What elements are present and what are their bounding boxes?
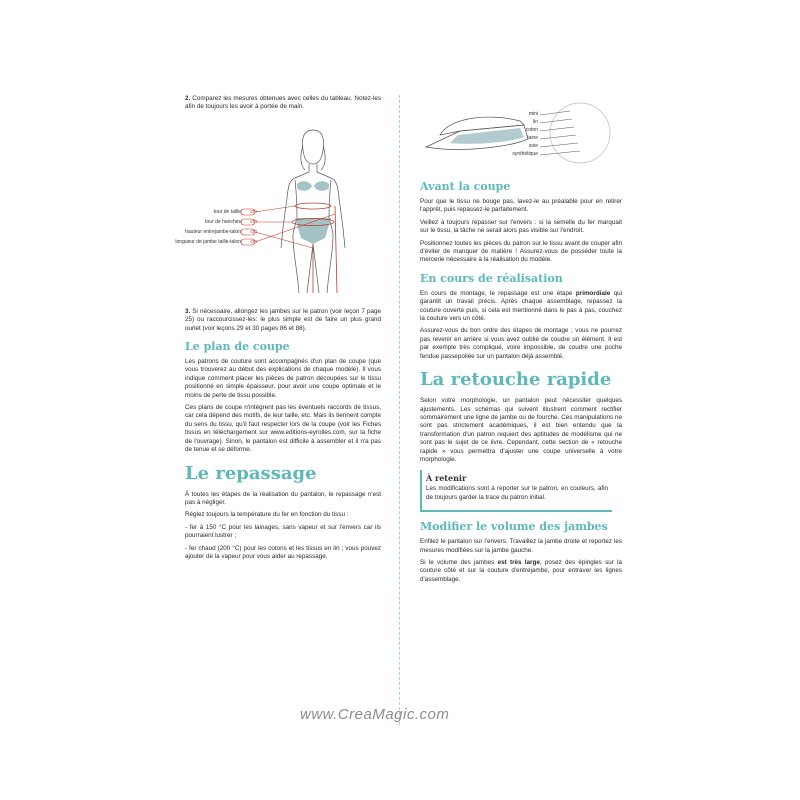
measure-label-hips: tour de hanches [205,218,241,225]
unit-cm-2: cm [250,218,257,225]
heading-la-retouche-rapide: La retouche rapide [420,369,612,391]
measure-label-leg-length: longueur de jambe taille-talon [175,238,241,245]
avant-paragraph-1: Pour que le tissu ne bouge pas, lavez-le au préalable pour en retirer l'apprêt, puis repassez-le parfaitement. [420,198,622,214]
unit-cm-1: cm [250,208,257,215]
cours-text-a: En cours de montage, le repassage est une étape [420,289,576,297]
retouche-paragraph: Selon votre morphologie, un pantalon peut nécessiter quelques ajustements. Les schémas qui suivent illustrent comment rectifier sommairement une ligne de jambe ou de fourche. Ces manipulations ne sont pas strictement académiques, il est bien entendu que la transformation d'un patron requiert des aptitudes de modélisme qui ne sont pas le sujet de ce livre. Cependant, cette section de « retouche rapide » vous permettra d'ajuster une coupe universelle à votre morphologie. [420,397,622,463]
modifier-paragraph-2 [420,559,622,584]
iron-label-laine: laine [527,135,538,141]
modifier-paragraph-1: Enfilez le pantalon sur l'envers. Travaillez la jambe droite et reportez les mesures modifiées sur la jambe gauche. [420,538,622,554]
repassage-paragraph-1: À toutes les étapes de la réalisation du pantalon, le repassage n'est pas à négliger. [185,490,381,506]
iron-label-soie: soie [528,143,538,149]
column-divider [399,95,400,725]
measure-label-waist: tour de taille [213,208,241,215]
cours-text-bold: primordiale [575,289,611,297]
step-3-paragraph [185,308,381,333]
step-2-text: Comparez les mesures obtenues avec celles du tableau. Notez-les afin de toujours les avoir à portée de main. [185,95,382,111]
repassage-paragraph-2: Réglez toujours la température du fer en fonction du tissu : [185,511,349,519]
plan-paragraph-1: Les patrons de couture sont accompagnés d'un plan de coupe (que vous trouverez au début des explications de chaque modèle). Il vous indique comment placer les pièces de patron découpées sur le tissu positionné en simple épaisseur, pour avoir une coupe optimale et le moins de perte de tissu possible. [185,358,381,399]
modifier-text-c: , posez des épingles sur la couture côté et sur la couture d'entrejambe, pour entraver les lignes d'assemblage. [420,558,623,583]
watermark: www.CreaMagic.com [300,706,450,723]
repassage-paragraph-3: - fer à 150 °C pour les lainages, sans vapeur et sur l'envers car ils pourraient lustrer ; [185,523,381,540]
step-2-number: 2. [185,95,191,102]
a-retenir-box [420,470,612,512]
modifier-text-bold: est très large [497,558,540,566]
cours-paragraph-1 [420,290,622,324]
avant-paragraph-3: Positionnez toutes les pièces du patron sur le tissu avant de couper afin d'éviter de manquer de matière ! Assurez-vous de posséder toute la mercerie nécessaire à la réalisation du modèle. [420,239,622,264]
step-3-text: Si nécessaire, allongez les jambes sur le patron (voir leçon 7 page 25) ou raccourcissez-les: le plus simple est de faire un plus grand ourlet (voir leçons 29 et 30 pages 86 et 88). [185,307,381,332]
a-retenir-title: À retenir [426,473,467,484]
body-measurement-figure [175,118,381,298]
avant-paragraph-2: Veillez à toujours repasser sur l'envers : si la semelle du fer marquait sur le tissu, la tâche ne serait alors pas visible sur l'endroit. [420,218,622,235]
iron-label-lin: lin [532,119,538,125]
measure-label-inseam: hauteur entrejambe-talon [185,228,241,235]
book-page [170,95,625,735]
left-column [175,95,382,565]
step-3-number: 3. [185,307,191,315]
heading-en-cours: En cours de réalisation [420,271,563,285]
step-2-paragraph [185,95,381,112]
heading-modifier-volume: Modifier le volume des jambes [420,520,608,534]
heading-le-repassage: Le repassage [185,462,317,484]
cours-paragraph-2: Assurez-vous du bon ordre des étapes de montage ; vous ne pourrez pas revenir en arrière si vous avez oublié de coudre un élément. Il est par exemple très compliqué, voire impossible, de coudre une poche fendue passepoilée sur un pantalon déjà assemblé. [420,327,622,360]
iron-label-synthetique: synthétique [512,151,538,157]
right-column [420,95,622,588]
heading-plan-de-coupe: Le plan de coupe [185,340,290,354]
iron-illustration [420,95,622,173]
iron-icon [420,95,622,173]
cours-text-c: qui garantit un travail précis. Après chaque assemblage, repassez la couture ouverte puis, si cela est mentionné dans le pas à pas, couchez la couture vers un côté. [420,289,623,323]
unit-cm-3: cm [250,228,257,235]
heading-avant-la-coupe: Avant la coupe [420,180,511,193]
repassage-paragraph-4: - fer chaud (200 °C) pour les cotons et les tissus en lin ; vous pouvez ajouter de la vapeur pour vous aider au repassage. [185,544,381,560]
woman-body-illustration [185,118,381,298]
iron-label-coton: coton [525,127,538,133]
modifier-text-a: Si le volume des jambes [420,558,498,566]
a-retenir-text: Les modifications sont à reporter sur le patron, en couleurs, afin de toujours garder la trace du patron initial. [426,485,608,501]
iron-label-mini: mini [528,111,538,117]
plan-paragraph-2: Ces plans de coupe n'intègrent pas les éventuels raccords de tissus, car cela dépend des motifs, de leur taille, etc. Mais ils tiennent compte du sens du tissu, qu'il faut respecter lors de la coupe (voir les Fiches tissus en téléchargement sur www.editions-eyrolles.com, sur la fiche de l'ouvrage). Sinon, le pantalon est difficile à assembler et il n'a pas de tenue et se déforme. [185,404,381,454]
unit-cm-4: cm [250,238,257,245]
